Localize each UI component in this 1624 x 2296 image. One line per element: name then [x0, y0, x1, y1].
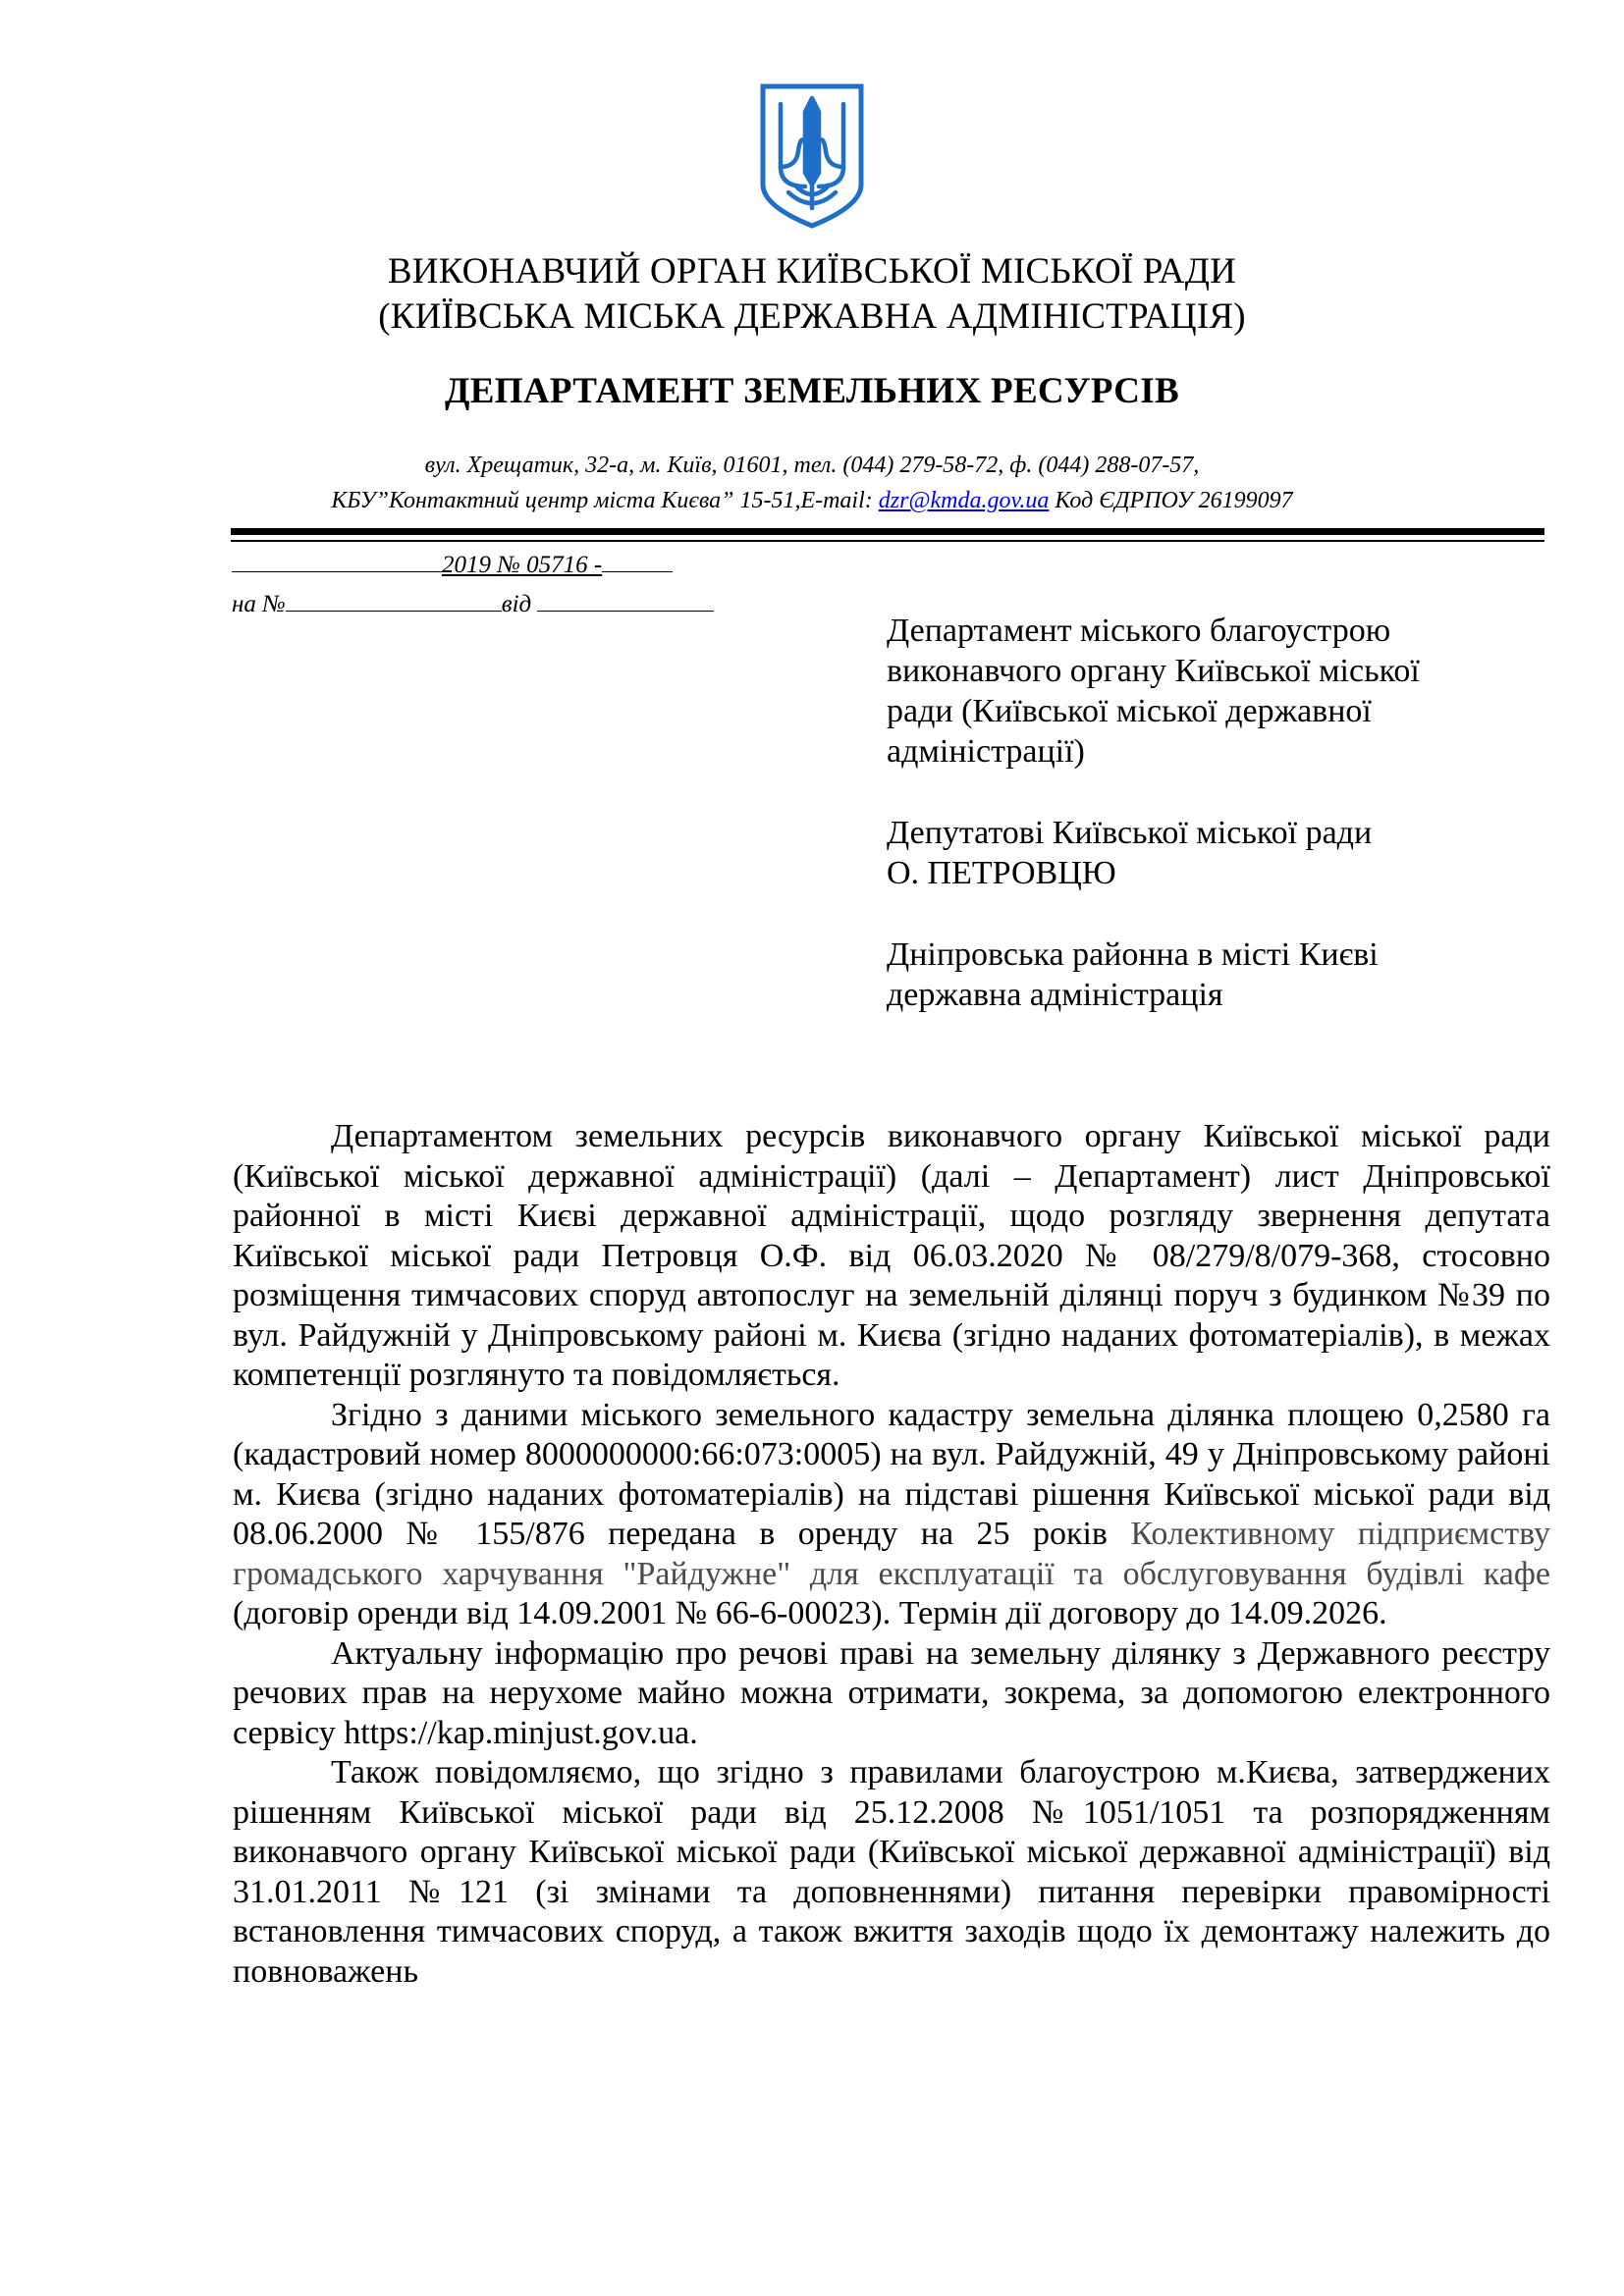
incoming-date-blank — [537, 589, 714, 612]
tenant-name: Колективному підприємству громадського харчування "Райдужне" для експлуатації та обслуговування будівлі кафе — [233, 1516, 1551, 1592]
paragraph-1: Департаментом земельних ресурсів виконавчого органу Київської міської ради (Київської міської державної адміністрації) (далі – Департамент) лист Дніпровської районної в місті Києві державної адміністрації, щодо розгляду звернення депутата Київської міської ради Петровця О.Ф. від 06.03.2020 № 08/279/8/079-368, стосовно розміщення тимчасових споруд автопослуг на земельній ділянці поруч з будинком №39 по вул. Райдужній у Дніпровському районі м. Києва (згідно наданих фотоматеріалів), в межах компетенції розглянуто та повідомляється. — [233, 1118, 1550, 1393]
contacts-line-1: вул. Хрещатик, 32-а, м. Київ, 01601, тел. (044) 279-58-72, ф. (044) 288-07-57, — [424, 453, 1200, 478]
contacts-line-2-prefix: КБУ”Контактний центр міста Києва” 15-51,E-mail: — [331, 488, 879, 513]
number-label-text: № — [497, 552, 520, 578]
paragraph-2-part-b: (договір оренди від 14.09.2001 № 66-6-00023). Термін дії договору до 14.09.2026. — [233, 1595, 1387, 1631]
organization-title — [0, 249, 1624, 340]
date-blank — [232, 550, 442, 572]
incoming-number-blank — [286, 589, 482, 612]
letter-body — [233, 1117, 1550, 1992]
recipients-block — [887, 611, 1574, 1056]
recipient-line: Депутатові Київської міської ради — [887, 815, 1373, 851]
number-label — [491, 552, 526, 578]
org-title-line-1: ВИКОНАВЧИЙ ОРГАН КИЇВСЬКОЇ МІСЬКОЇ РАДИ — [387, 251, 1237, 292]
on-number-label: на № — [232, 591, 286, 617]
recipient-line: ради (Київської міської державної — [887, 693, 1372, 729]
paragraph-2 — [233, 1396, 1550, 1634]
contacts-block — [0, 448, 1624, 518]
recipient-line: державна адміністрація — [887, 977, 1223, 1013]
recipient-line: Дніпровська районна в місті Києві — [887, 936, 1379, 973]
recipient-3 — [887, 934, 1574, 1015]
gap-blank — [482, 589, 502, 612]
header-divider-thin — [231, 540, 1544, 542]
paragraph-3: Актуальну інформацію про речові праві на земельну ділянку з Державного реєстру речових прав на нерухоме майно можна отримати, зокрема, за допомогою електронного сервісу https://kap.minjust.gov.ua. — [233, 1634, 1550, 1751]
recipient-2 — [887, 813, 1574, 893]
paragraph-2-part-a: Згідно з даними міського земельного кадастру земельна ділянка площею 0,2580 га (кадастровий номер 8000000000:66:073:0005) на вул. Райдужній, 49 у Дніпровському районі м. Києва (згідно наданих фотоматеріалів) на підставі рішення Київської міської ради від 08.06.2000 № 155/876 передана в оренду на 25 років — [233, 1396, 1550, 1552]
paragraph-4: Також повідомляємо, що згідно з правилами благоустрою м.Києва, затверджених рішенням Київської міської ради від 25.12.2008 №1051/1051 та розпорядженням виконавчого органу Київської міської ради (Київської міської державної адміністрації) від 31.01.2011 №121 (зі змінами та доповненнями) питання перевірки правомірності встановлення тимчасових споруд, а також вжиття заходів щодо їх демонтажу належить до повноважень — [233, 1754, 1550, 1990]
incoming-reference-line — [232, 589, 714, 618]
date-year: 2019 — [442, 552, 491, 578]
recipient-line: Департамент міського благоустрою — [887, 613, 1391, 649]
number-blank — [602, 550, 673, 572]
trident-emblem-icon — [759, 82, 865, 230]
contacts-line-2-suffix: Код ЄДРПОУ 26199097 — [1049, 488, 1293, 513]
contacts-line-2 — [0, 483, 1624, 518]
from-label: від — [501, 591, 532, 617]
outgoing-reference-line — [232, 550, 673, 579]
recipient-line: адміністрації) — [887, 733, 1085, 770]
header-divider-thick — [231, 528, 1544, 535]
org-title-line-2: (КИЇВСЬКА МІСЬКА ДЕРЖАВНА АДМІНІСТРАЦІЯ) — [378, 296, 1246, 337]
outgoing-number: 05716 - — [526, 552, 603, 578]
department-title: ДЕПАРТАМЕНТ ЗЕМЕЛЬНИХ РЕСУРСІВ — [445, 371, 1179, 411]
email-link[interactable]: dzr@kmda.gov.ua — [878, 488, 1050, 513]
recipient-line: О. ПЕТРОВЦЮ — [887, 855, 1116, 891]
recipient-line: виконавчого органу Київської міської — [887, 653, 1420, 689]
recipient-1 — [887, 611, 1574, 772]
